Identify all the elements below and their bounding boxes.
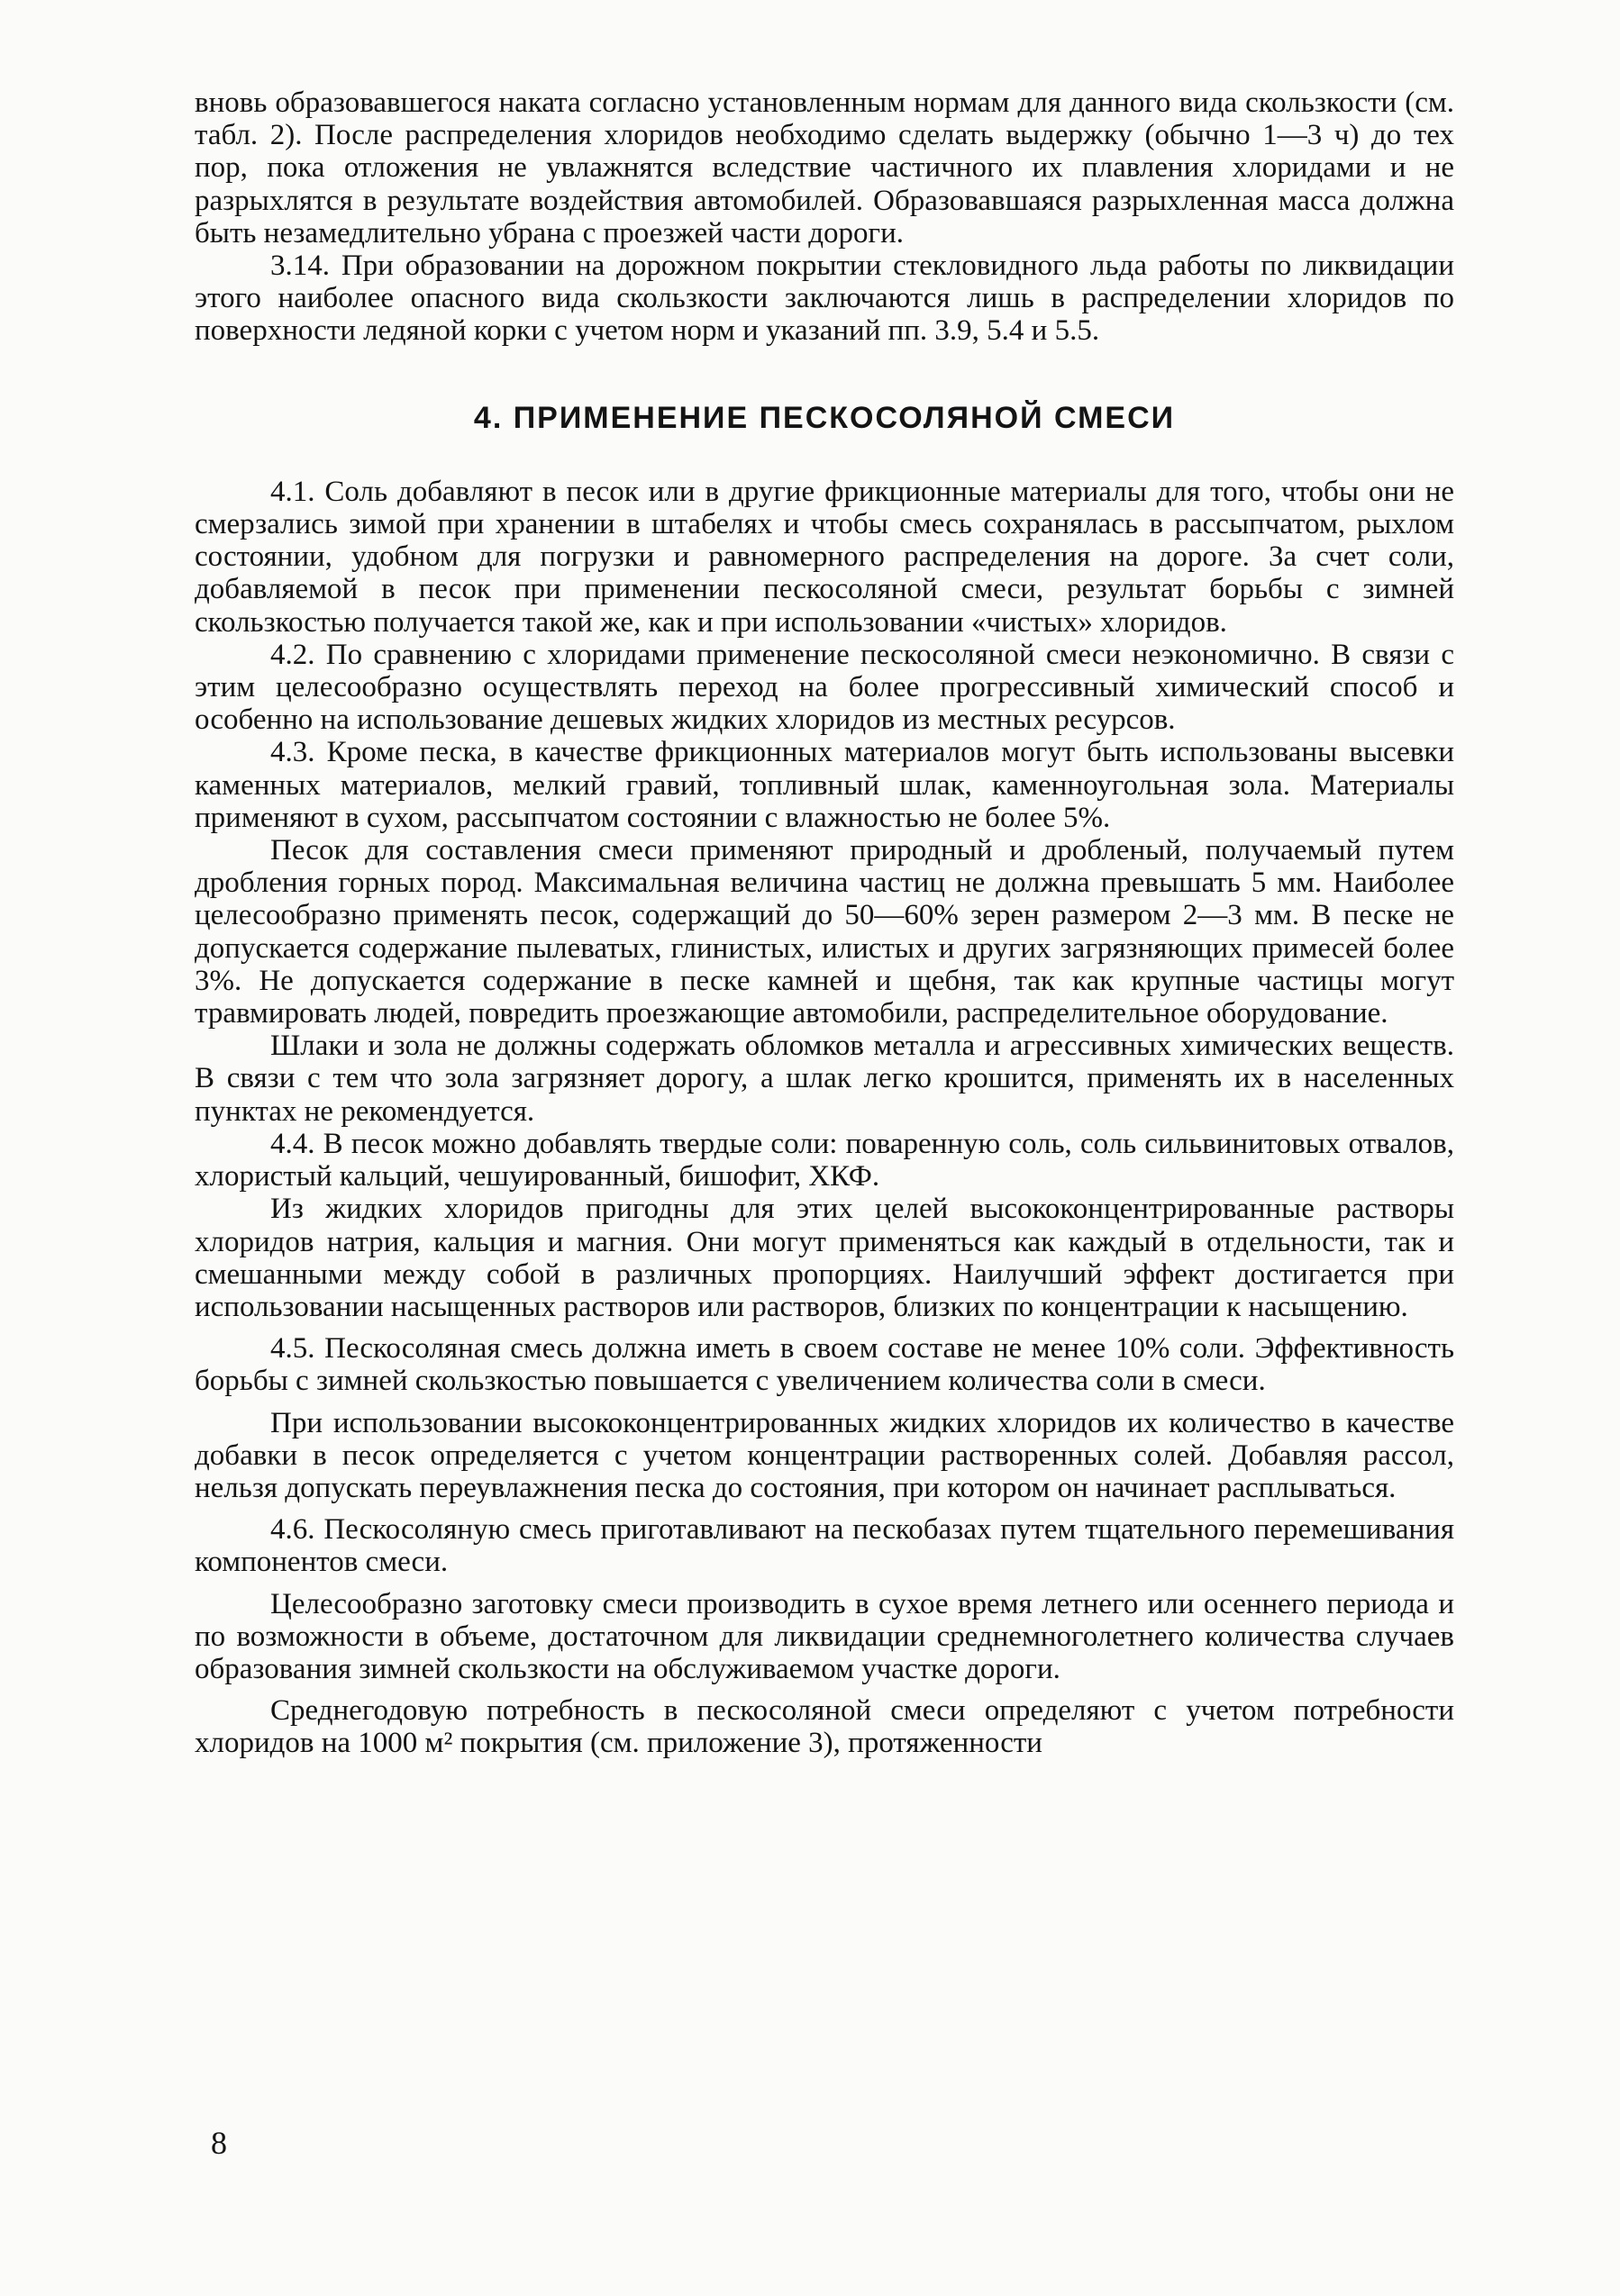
paragraph-4-5: 4.5. Пескосоляная смесь должна иметь в своем составе не менее 10% соли. Эффективность борьбы с зимней скользкостью повышается с увеличением количества соли в смеси. — [195, 1332, 1454, 1398]
paragraph-annual-demand: Среднегодовую потребность в пескосоляной смеси определяют с учетом потребности хлоридов на 1000 м² покрытия (см. приложение 3), протяженности — [195, 1694, 1454, 1760]
paragraph-4-3: 4.3. Кроме песка, в качестве фрикционных материалов могут быть использованы высевки каменных материалов, мелкий гравий, топливный шлак, каменноугольная зола. Материалы применяют в сухом, рассыпчатом состоянии с влажностью не более 5%. — [195, 736, 1454, 834]
paragraph-3-14: 3.14. При образовании на дорожном покрытии стекловидного льда работы по ликвидации этого наиболее опасного вида скользкости заключаются лишь в распределении хлоридов по поверхности ледяной корки с учетом норм и указаний пп. 3.9, 5.4 и 5.5. — [195, 250, 1454, 348]
paragraph-4-2: 4.2. По сравнению с хлоридами применение пескосоляной смеси неэкономично. В связи с этим целесообразно осуществлять переход на более прогрессивный химический способ и особенно на использование дешевых жидких хлоридов из местных ресурсов. — [195, 638, 1454, 737]
paragraph-brine: При использовании высококонцентрированных жидких хлоридов их количество в качестве добавки в песок определяется с учетом концентрации растворенных солей. Добавляя рассол, нельзя допускать переувлажнения песка до состояния, при котором он начинает расплываться. — [195, 1406, 1454, 1504]
paragraph-continuation: вновь образовавшегося наката согласно установленным нормам для данного вида скользкости (см. табл. 2). После распределения хлоридов необходимо сделать выдержку (обычно 1—3 ч) до тех пор, пока отложения не увлажнятся вследствие частичного их плавления хлоридами и не разрыхлятся в результате воздействия автомобилей. Образовавшаяся разрыхленная масса должна быть незамедлительно убрана с проезжей части дороги. — [195, 86, 1454, 250]
body-text — [195, 86, 1454, 1760]
paragraph-4-1: 4.1. Соль добавляют в песок или в другие фрикционные материалы для того, чтобы они не смерзались зимой при хранении в штабелях и чтобы смесь сохранялась в рассыпчатом, рыхлом состоянии, удобном для погрузки и равномерного распределения на дороге. За счет соли, добавляемой в песок при применении пескосоляной смеси, результат борьбы с зимней скользкостью получается такой же, как и при использовании «чистых» хлоридов. — [195, 475, 1454, 639]
paragraph-4-6: 4.6. Пескосоляную смесь приготавливают на пескобазах путем тщательного перемешивания компонентов смеси. — [195, 1513, 1454, 1579]
section-heading: 4. ПРИМЕНЕНИЕ ПЕСКОСОЛЯНОЙ СМЕСИ — [473, 400, 1176, 435]
paragraph-4-4: 4.4. В песок можно добавлять твердые соли: поваренную соль, соль сильвинитовых отвалов, хлористый кальций, чешуированный, бишофит, ХКФ. — [195, 1127, 1454, 1193]
paragraph-slag: Шлаки и зола не должны содержать обломков металла и агрессивных химических веществ. В связи с тем что зола загрязняет дорогу, а шлак легко крошится, применять их в населенных пунктах не рекомендуется. — [195, 1030, 1454, 1128]
page-number: 8 — [211, 2125, 227, 2161]
paragraph-sand: Песок для составления смеси применяют природный и дробленый, получаемый путем дробления горных пород. Максимальная величина частиц не должна превышать 5 мм. Наиболее целесообразно применять песок, содержащий до 50—60% зерен размером 2—3 мм. В песке не допускается содержание пылеватых, глинистых, илистых и других загрязняющих примесей более 3%. Не допускается содержание в песке камней и щебня, так как крупные частицы могут травмировать людей, повредить проезжающие автомобили, распределительное оборудование. — [195, 834, 1454, 1030]
paragraph-stockpile: Целесообразно заготовку смеси производить в сухое время летнего или осеннего периода и по возможности в объеме, достаточном для ликвидации среднемноголетнего количества случаев образования зимней скользкости на обслуживаемом участке дороги. — [195, 1587, 1454, 1685]
paragraph-liquid-chlorides: Из жидких хлоридов пригодны для этих целей высококонцентрированные растворы хлоридов натрия, кальция и магния. Они могут применяться как каждый в отдельности, так и смешанными между собой в различных пропорциях. Наилучший эффект достигается при использовании насыщенных растворов или растворов, близких по концентрации к насыщению. — [195, 1193, 1454, 1323]
